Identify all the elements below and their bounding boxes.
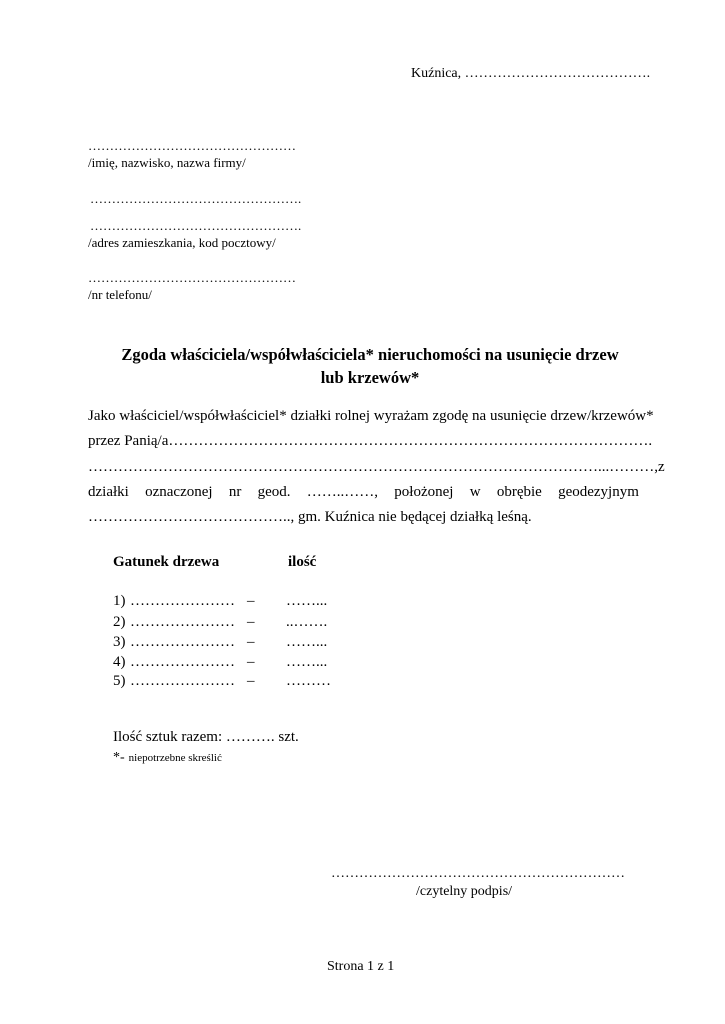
- footnote-text: niepotrzebne skreślić: [128, 752, 222, 764]
- consent-line-1: Jako właściciel/współwłaściciel* działki rolnej wyrażam zgodę na usunięcie drzew/krzewów*: [88, 408, 654, 424]
- tree-row-quantity: ………: [286, 673, 331, 689]
- consent-line-4: [88, 484, 639, 501]
- document-title-line-1: Zgoda właściciela/współwłaściciela* nieruchomości na usunięcie drzew: [121, 345, 619, 364]
- tree-row-dash: –: [247, 634, 255, 650]
- tree-row-quantity: ..…….: [286, 614, 328, 630]
- address-dots-1: ………………………………………….: [90, 191, 302, 206]
- tree-row-species: …………………: [130, 634, 235, 650]
- consent-word: obrębie: [496, 484, 542, 500]
- document-title-line-2: lub krzewów*: [320, 368, 420, 387]
- tree-row-quantity: ……...: [286, 654, 328, 670]
- tree-row-dash: –: [247, 654, 255, 670]
- phone-dots: …………………………………………: [88, 270, 296, 285]
- consent-word: działki: [88, 484, 129, 500]
- name-label: /imię, nazwisko, nazwa firmy/: [88, 155, 246, 170]
- consent-line-5: ………………………………….., gm. Kuźnica nie będącej działką leśną.: [88, 509, 532, 525]
- species-header: Gatunek drzewa: [113, 554, 220, 570]
- consent-word: nr: [228, 484, 242, 500]
- consent-word: położonej: [394, 484, 454, 500]
- tree-row-number: 1): [113, 593, 126, 609]
- tree-row-species: …………………: [130, 673, 235, 689]
- address-label: /adres zamieszkania, kod pocztowy/: [88, 235, 276, 250]
- consent-line-2: przez Panią/a…………………………………………………………………………………….: [88, 433, 653, 449]
- phone-label: /nr telefonu/: [88, 287, 152, 302]
- consent-line-3-dots: …………………………………………………………………………………………...………,: [88, 459, 658, 475]
- tree-row-quantity: ……...: [286, 593, 328, 609]
- tree-row-species: …………………: [130, 654, 235, 670]
- consent-word: geodezyjnym: [558, 484, 639, 500]
- consent-line-3: [88, 459, 665, 476]
- tree-row-species: …………………: [130, 614, 235, 630]
- tree-row-dash: –: [247, 673, 255, 689]
- consent-line-3-end: z: [658, 459, 665, 475]
- signature-label: /czytelny podpis/: [416, 884, 513, 899]
- tree-row-number: 4): [113, 654, 126, 670]
- footnote: [113, 748, 222, 766]
- tree-row-species: …………………: [130, 593, 235, 609]
- footnote-marker: *-: [113, 750, 125, 765]
- consent-word: geod.: [257, 484, 291, 500]
- tree-row-quantity: ……...: [286, 634, 328, 650]
- total-count: Ilość sztuk razem: ………. szt.: [113, 729, 299, 745]
- place-date: Kuźnica, ………………………………….: [411, 66, 651, 81]
- tree-row-dash: –: [247, 614, 255, 630]
- consent-word: oznaczonej: [145, 484, 213, 500]
- tree-row-number: 2): [113, 614, 126, 630]
- consent-word: ……..……,: [306, 484, 379, 500]
- tree-row-number: 5): [113, 673, 126, 689]
- tree-row-number: 3): [113, 634, 126, 650]
- page-number: Strona 1 z 1: [327, 959, 395, 974]
- quantity-header: ilość: [288, 554, 317, 570]
- tree-row-dash: –: [247, 593, 255, 609]
- consent-word: w: [469, 484, 481, 500]
- name-dots: …………………………………………: [88, 138, 296, 153]
- signature-dots: ………………………………………………………: [331, 866, 625, 881]
- address-dots-2: ………………………………………….: [90, 218, 302, 233]
